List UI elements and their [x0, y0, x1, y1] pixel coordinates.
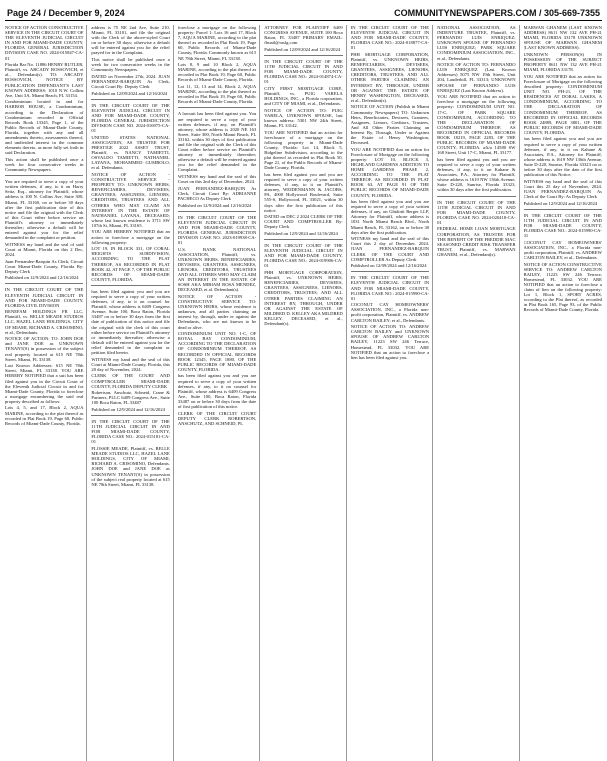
- notice-paragraph: YOU ARE NOTIFIED that an action for foreclosure of a mortgage on the following property in Miami-Dade County, Florida: Lot 14, Block 5, Ridgeline Subdivision, according to the plat thereof as recorded in Plat Book 50, Page 21, of the Public Records of Miami-Dade County, Florida.: [264, 129, 343, 171]
- notice-paragraph: YOU ARE NOTIFIED that an action for Foreclosure of Mortgage on the following described property: CONDOMINIUM UNIT NO. PH-21, OF THE RESIDENCES AT DORAL LAKES, A CONDOMINIUM, ACCORDING TO THE DECLARATION OF CONDOMINIUM THEREOF, AS RECORDED IN OFFICIAL RECORDS BOOK 24889, PAGE 3801, OF THE PUBLIC RECORDS OF MIAMI-DADE COUNTY, FLORIDA.: [523, 73, 602, 135]
- notice-paragraph: Published on 12/9/2024 and 12/16/2024: [91, 406, 165, 412]
- notice-paragraph: This notice shall be published once a week for two consecutive weeks in the Community Newspapers.: [91, 57, 170, 73]
- notice-paragraph: U.S. BANK NATIONAL ASSOCIATION, Plaintiff, vs. UNKNOWN HEIRS, BENEFICIARIES, DEVISEES, GRANTEES, ASSIGNEES, LIENORS, CREDITORS, TRUSTEES AND ALL OTHERS WHO MAY CLAIM AN INTEREST IN THE ESTATE OF SOSH AKA MIRIAM ROSA MENDEZ, DECEASED, et al. Defendant(s).: [177, 246, 257, 293]
- notice-divider: [5, 283, 83, 284]
- notice-paragraph: PHH MORTGAGE CORPORATION, Plaintiff, vs. UNKNOWN HEIRS, BENEFICIARIES, DEVISEES, GRANTEES, ASSIGNEES, LIENORS, CREDITORS, TRUSTEES, AND ALL OTHER PARTIES CLAIMING AN INTEREST BY, THROUGH, UNDER OR AGAINST THE ESTATE OF MILDRED D. KELLEY AKA MILDRED KELLEY, DECEASED, et al., Defendant(s).: [264, 270, 343, 326]
- notice-paragraph: YOU ARE NOTIFIED that an action for Foreclosure of Mortgage on the following property: LOT 10, BLOCK 3, HIGHLAND GARDENS ADDITION TO HOME GARDENS PHASE 2, ACCORDING TO THE PLAT THEREOF, AS RECORDED IN PLAT BOOK 63, AT PAGE 91 OF THE PUBLIC RECORDS OF MIAMI-DADE COUNTY, FLORIDA.: [350, 146, 430, 198]
- legal-notice: [91, 25, 169, 96]
- notice-paragraph: IN THE CIRCUIT COURT OF THE ELEVENTH JUDICIAL CIRCUIT IN AND FOR MIAMI-DADE COUNTY, FLORIDA GENERAL JURISDICTION DIVISION CASE NO. 2024-016975-CA-01: [91, 102, 170, 134]
- notice-paragraph: has been filed against you and you are required to serve a copy of your written defenses, if any, to it on Kahane & Associates, P.A., Attorney for Plaintiff, whose address is 1619 NW 136th Avenue, Suite D-220, Sunrise, Florida 33323, within 30 days after the first publication.: [437, 156, 516, 193]
- legal-notice: [351, 275, 429, 360]
- notice-paragraph: YOU ARE HEREBY NOTIFIED that an action to foreclose a mortgage on the following property:: [91, 229, 170, 245]
- notice-paragraph: WITNESS my hand and the seal of this Court at Miami-Dade County, Florida, this 20 day of November, 2024.: [91, 356, 170, 372]
- notice-paragraph: has been filed against you and you are required to serve a copy of your written defenses, if any, to it on counsel for Plaintiff, whose address is 6409 Congress Avenue, Suite 100, Boca Raton, Florida 33487 on or before 30 days from the first date of publication of this notice and file the original with the clerk of this court either before service on Plaintiff's attorney or immediately thereafter; otherwise a default will be entered against you for the relief demanded in the complaint or petition filed herein.: [91, 288, 170, 356]
- notice-paragraph: IN THE CIRCUIT COURT OF THE ELEVENTH JUDICIAL CIRCUIT IN AND FOR MIAMI-DADE COUNTY, FLORIDA CASE NO.: 2024-019906-CA-01: [264, 243, 343, 269]
- notice-paragraph: Published on 12/9/2024 and 12/16/2024: [177, 202, 252, 208]
- notice-paragraph: IN THE CIRCUIT COURT OF THE ELEVENTH JUDICIAL CIRCUIT IN AND FOR MIAMI-DADE COUNTY, FLORIDA GENERAL JURISDICTION DIVISION CASE NO. 2023-019938-CA-01: [177, 214, 257, 246]
- notice-paragraph: NOTICE OF ACTION TO: ANDREW CARLTON BAILEY and UNKNOWN SPOUSE OF ANDREW CARLTON BAILEY, 11223 SW 246 Terrace, Homestead, FL 33032. YOU ARE NOTIFIED that an action to foreclose a lien has been filed against you.: [350, 324, 430, 360]
- notice-paragraph: DATED on DEC 2 2024 CLERK OF THE COURT AND COMPTROLLER By: Deputy Clerk: [264, 214, 343, 230]
- legal-notice: [437, 25, 515, 193]
- notice-paragraph: Last Known Addresses: 615 NE 78th Street, Miami, FL 33138. YOU ARE HEREBY NOTIFIED that a suit has been filed against you in the Circuit Court of the Eleventh Judicial Circuit in and for Miami-Dade County, Florida to foreclose a mortgage encumbering the said real property described as follows:: [5, 363, 84, 404]
- notice-paragraph: IN THE CIRCUIT COURT OF THE ELEVENTH JUDICIAL CIRCUIT IN AND FOR MIAMI-DADE COUNTY, FLORIDA CASE NO.: 2024-015990-CA-01: [350, 275, 430, 301]
- notice-paragraph: Florida Bar No. 11886 HENRY BUTLER, Plaintiff, vs. ARCADY ROSSOVICH, et al., Defendant(s). TO: ARCADY ROSSOVICH, NOTICE BY PUBLICATION DEFENDANT'S LAST KNOWN ADDRESS: 1010 N.W. Collins Ave, Unit 3A, Miami Beach, FL 33154.: [5, 62, 84, 98]
- notice-paragraph: IN THE CIRCUIT COURT OF THE ELEVENTH JUDICIAL CIRCUIT IN AND FOR MIAMI-DADE COUNTY, FLORIDA CIVIL DIVISION: [5, 287, 84, 308]
- notice-paragraph: Published on 12/09/2024 and 12/16/2024: [91, 90, 168, 96]
- notice-paragraph: Published on 12/09/2024 and 12/16/2024: [264, 46, 341, 52]
- notice-paragraph: IN THE CIRCUIT COURT OF THE 11TH JUDICIAL CIRCUIT IN AND FOR MIAMI-DADE COUNTY, FLORIDA CASE NO.: 2024-015181-CA-01: [91, 419, 170, 445]
- notice-paragraph: Lot 11, 12, 13 and 14, Block 2, AQUA MARINE, according to the plat thereof as recorded in Plat Book 19, Page 60, Public Records of Miami-Dade County, Florida.: [177, 84, 257, 105]
- notice-divider: [5, 175, 83, 176]
- legal-notice: [264, 243, 342, 326]
- masthead: [5, 4, 602, 21]
- notice-paragraph: WITNESS my hand and the seal of this Court this 2 day of December, 2024. JUAN FERNANDEZ-BARQUIN CLERK OF THE COURT AND COMPTROLLER As Deputy Clerk: [350, 236, 430, 262]
- legal-notice: [91, 289, 169, 412]
- notice-paragraph: UNITED STATES NATIONAL ASSOCIATION, AS TRUSTEE FOR PRESTIGE 2022 ASSET TRUST, Plaintiff, vs. NANCY TAMIETTI, OSVALDO TAMIETTI, NATHANIEL LAYANA, MOHAMMED GUMBOLO, et al. Defendants.: [91, 134, 170, 171]
- notice-divider: [524, 209, 602, 210]
- legal-notice: [178, 111, 256, 207]
- legal-notice: [178, 25, 256, 104]
- notice-divider: [91, 415, 169, 416]
- notice-divider: [91, 99, 169, 100]
- notice-paragraph: Juan Fernandez-Barquin As Clerk, Circuit Court Miami-Dade County, Florida By: Deputy Clerk: [5, 258, 84, 274]
- notice-divider: [264, 239, 342, 240]
- notice-paragraph: Lots 8, 9 and 10 Block 2, AQUA MARINE, according to the plat thereof as recorded in Plat Book 19, Page 60, Public Records of Miami-Dade County, Florida.: [177, 62, 257, 83]
- notice-paragraph: IN THE CIRCUIT COURT OF THE ELEVENTH JUDICIAL CIRCUIT IN AND FOR MIAMI-DADE COUNTY, FLORIDA CASE NO.: 2024-018877-CA-01: [350, 25, 430, 51]
- notice-column: [91, 25, 173, 761]
- notice-column: [178, 25, 260, 761]
- notice-paragraph: Condominium located in and for HARBOR HOUSE, a Condominium, according to the Declaration of Condominium recorded in Official Records Book 13345, Page 1, of the Public Records of Miami-Dade County, Florida, together with any and all amendments thereto, assessments thereof, and undivided interest in the common elements thereto, as more fully set forth in said Declaration.: [5, 99, 84, 156]
- notice-paragraph: Published on 12/9/2024 and 12/16/2024: [264, 230, 338, 236]
- notice-paragraph: NOTICE OF ACTION CONSTRUCTIVE SERVICE TO: ANDREW CARLTON BAILEY, 11223 SW 246 Terrace, Homestead, FL 33032. YOU ARE NOTIFIED that an action to foreclose a claim of lien on the following property: Lot 1, Block 1, SPORT ACRES, according to the Plat thereof, as recorded in Plat Book 165, Page 93, of the Public Records of Miami-Dade County, Florida.: [523, 261, 602, 313]
- notice-paragraph: NOTICE OF ACTION TO: FERNANDO LUIS ENRIQUEZ (Last Known Addresses) 5075 NW 19th Street, Unit 204, Lauderhill, FL 33313; UNKNOWN SPOUSE OF FERNANDO LUIS ENRIQUEZ (Last Known Address).: [437, 62, 516, 93]
- notice-paragraph: FEDERAL HOME LOAN MORTGAGE CORPORATION, AS TRUSTEE FOR THE BENEFIT OF THE FREDDIE MAC SEASONED CREDIT RISK TRANSFER TRUST, Plaintiff, vs. MARWAN GHANEM, et al., Defendant(s).: [437, 226, 516, 257]
- notice-paragraph: A lawsuit has been filed against you. You are required to serve a copy of your written defenses, if any, on Plaintiff's attorney, whose address is 2020 NE 163 Street, Suite 300, North Miami Beach, FL 33162, within 30 days of first publication and file the original with the Clerk of this Court either before service on Plaintiff's attorney or immediately thereafter; otherwise a default will be entered against you for the relief demanded in the Complaint.: [177, 111, 257, 173]
- notice-divider: [178, 211, 256, 212]
- notice-paragraph: YOU ARE NOTIFIED that an action to foreclose a mortgage on the following property: CONDOMINIUM UNIT NO. 17-C, OF PARK SQUARE CONDOMINIUM, ACCORDING TO THE DECLARATION OF CONDOMINIUM THEREOF, AS RECORDED IN OFFICIAL RECORDS BOOK 18219, PAGE 2283, OF THE PUBLIC RECORDS OF MIAMI-DADE COUNTY, FLORIDA. a/k/a 14580 SW 168 Street, Unit 17-C, Miami, FL 33177.: [437, 94, 516, 156]
- notice-paragraph: You are required to serve a copy of your written defenses, if any, to it on Harry Seitz, Esq., attorney for Plaintiff, whose address is 100 N. Collins Ave, Suite 300, Miami, FL 33160, on or before 30 days after the first publication date of this notice and file the original with the Clerk of this Court either before service on Plaintiff's attorney or immediately thereafter; otherwise a default will be entered against you for the relief demanded in the complaint or petition.: [5, 179, 84, 241]
- notice-paragraph: NOTICE OF ACTION (Publish in Miami Community Newspapers) TO: Unknown Heirs, Beneficiaries, Devisees, Grantees, Assignees, Lienors, Creditors, Trustees, And All Other Parties Claiming an Interest By, Through, Under or Against the Estate of Henry Washington, Deceased.: [350, 104, 430, 146]
- notice-column: [264, 25, 346, 761]
- notice-paragraph: CITY FIRST MORTGAGE CORP., Plaintiff, vs. PUIG VARELA HOLDINGS, INC., a Florida corporation, and CITY OF MIAMI, et al., Defendants.: [264, 85, 343, 107]
- notice-paragraph: CLERK OF THE COURT AND COMPTROLLER MIAMI-DADE COUNTY, FLORIDA DEPUTY CLERK: [91, 373, 170, 389]
- notice-paragraph: NATIONAL ASSOCIATION, AS INDENTURE TRUSTEE, Plaintiff, vs. FERNANDO LUIS ENRIQUEZ; UNKNOWN SPOUSE OF FERNANDO LUIS ENRIQUEZ; PARK SQUARE CONDOMINIUM ASSOCIATION, INC., et al., Defendants.: [437, 25, 516, 61]
- legal-notice: [264, 59, 342, 236]
- notice-paragraph: IN THE CIRCUIT COURT OF THE 11TH JUDICIAL CIRCUIT IN AND FOR MIAMI-DADE COUNTY, FLORIDA CASE NO.: 2024-014874-CA-01: [264, 58, 343, 85]
- notice-paragraph: CLERK OF THE CIRCUIT COURT DEPUTY CLERK ROBERTSON, ANSCHUTZ, AND SCHNEID, PL: [177, 410, 257, 426]
- notice-paragraph: has been filed against you and you are required to serve a copy of your written defenses, if any, to it on Kahane & Associates, P.A., Attorney for Plaintiff, whose address is 1619 NW 136th Avenue, Suite D-220, Sunrise, Florida 33323 on or before 30 days after the date of the first publication of this Notice.: [523, 136, 602, 178]
- notice-paragraph: has been filed against you and you are required to serve a copy of your written defenses, if any, on Ghidotti Berger LLP, Attorney for Plaintiff, whose address is 1031 North Miami Beach Blvd., North Miami Beach, FL 33162, on or before 30 days after the first publication.: [350, 199, 430, 235]
- notice-paragraph: Published on 12/9/2024 and 12/16/2024: [5, 275, 79, 281]
- notice-paragraph: foreclose a mortgage on the following property: Parcel 1: Lots 16 and 17, Block 7, AQUA MARINE, according to the plat thereof as recorded in Plat Book 19, Page 60, Public Records of Miami-Dade County, Florida. Commonly known as 615 NE 78th Street, Miami, FL 33138.: [177, 25, 257, 61]
- notice-paragraph: Lots 4, 5, and 17, Block 2, AQUA MARINE, according to the plat thereof as recorded in Plat Book 19, Page 60, Public Records of Miami-Dade County, Florida.: [5, 405, 84, 426]
- notice-paragraph: MARWAN GHANEM (LAST KNOWN ADDRESS) 8611 NW 132 AVE PH-21 MIAMI, FLORIDA 33178 UNKNOWN SPOUSE OF MARWAN GHANEM (LAST KNOWN ADDRESS).: [523, 25, 602, 51]
- notice-paragraph: IN THE CIRCUIT COURT OF THE 11TH JUDICIAL CIRCUIT IN AND FOR MIAMI-DADE COUNTY, FLORIDA CASE NO. 2024-020418-CA-01: [437, 199, 516, 225]
- legal-notice: [91, 103, 169, 282]
- notice-paragraph: NOTICE OF ACTION: TO: JOHN DOE and JANE DOE as UNKNOWN TENANT(S) in possession of the subject real property located at 615 NE 78th Street, Miami, FL 33138.: [5, 336, 84, 362]
- notice-paragraph: NOTICE OF ACTION - CONSTRUCTIVE SERVICE - PROPERTY TO: UNKNOWN HEIRS, BENEFICIARIES, DEVISEES, GRANTEES, ASSIGNEES, LIENORS, CREDITORS, TRUSTEES AND ALL OTHERS WHO MAY CLAIM AN INTEREST IN THE ESTATE OF NATHANIEL LAYANA, DECEASED; whose last known residence is 3711 SW 107th St, Miami, FL 33165.: [91, 171, 170, 228]
- notice-paragraph: NOTICE OF ACTION TO: PUIG VARELA, UNKNOWN SPOUSE, last known address: 5301 NW 24th Street, Miami, FL 33142.: [264, 107, 343, 129]
- legal-notice: [5, 25, 83, 172]
- notice-column: [437, 25, 519, 761]
- notice-paragraph: WITNESS my hand and the seal of this Court on this 2nd day of December, 2024.: [177, 174, 257, 185]
- legal-notice: [437, 200, 515, 258]
- notice-paragraph: Published on 12/09/2024 and 12/16/2024: [350, 263, 427, 269]
- notice-divider: [91, 285, 169, 286]
- page-date-label: Page 24 / December 9, 2024: [7, 8, 125, 18]
- notice-divider: [437, 196, 515, 197]
- legal-notice: [351, 25, 429, 268]
- legal-notice: [5, 179, 83, 280]
- notice-paragraph: PHH MORTGAGE CORPORATION, Plaintiff, vs. UNKNOWN HEIRS, BENEFICIARIES, DEVISEES, GRANTEES, ASSIGNEES, LIENORS, CREDITORS, TRUSTEES, AND ALL OTHER PARTIES CLAIMING AN INTEREST BY, THROUGH, UNDER OR AGAINST THE ESTATE OF HENRY WASHINGTON, DECEASED, et al., Defendant(s).: [350, 51, 430, 103]
- notice-paragraph: NOTICE OF ACTION - CONSTRUCTIVE SERVICE TO: UNKNOWN HEIRS, whose residence is unknown, and all parties claiming an interest by, through, under or against the Defendants, who are not known to be dead or alive.: [177, 294, 257, 330]
- legal-notice: [5, 287, 83, 425]
- notice-paragraph: BENEFAM HOLDINGS FR LLC, Plaintiff, vs. BELLE MEADE STUDIOS LLC, HAZEL LANE HOLDINGS, CITY OF MIAMI, RICHARD A. CRISOMINO, et al., Defendants.: [5, 309, 84, 335]
- notice-paragraph: WITNESS my hand and the seal of said Court at Miami, Florida on this 2 Dec, 2024.: [5, 241, 84, 257]
- notice-paragraph: has been filed against you and you are required to serve a copy of your written defenses, if any, to it on counsel for Plaintiff, whose address is 6409 Congress Ave., Suite 100, Boca Raton, Florida 33487 on or before 30 days from the date of first publication of this notice.: [177, 373, 257, 409]
- notice-paragraph: CONDOMINIUM UNIT NO. 1-C, OF ROYAL BAY CONDOMINIUM, ACCORDING TO THE DECLARATION OF CONDOMINIUM THEREOF, AS RECORDED IN OFFICIAL RECORDS BOOK 12345, PAGE 1880, OF THE PUBLIC RECORDS OF MIAMI-DADE COUNTY, FLORIDA.: [177, 331, 257, 372]
- notice-paragraph: COCONUT CAY HOMEOWNERS' ASSOCIATION, INC., a Florida non-profit corporation, Plaintiff, vs. ANDREW CARLTON BAILEY; et al., Defendants.: [350, 302, 430, 323]
- notice-column: [351, 25, 433, 761]
- notice-paragraph: UNKNOWN PERSON(S) IN POSSESSION OF THE SUBJECT PROPERTY 8611 NW 132 AVE PH-21 MIAMI, FLORIDA 33178.: [523, 51, 602, 73]
- legal-notice: [178, 215, 256, 426]
- notice-paragraph: JUAN FERNANDEZ-BARQUIN As Clerk, Circuit Court By: ADRIANNE PACHECO As Deputy Clerk: [177, 185, 257, 201]
- legal-notice-columns: [5, 25, 602, 761]
- notice-paragraph: has been filed against you and you are required to serve a copy of your written defenses, if any, to it on Plaintiff's attorney, WEIDENMANN & JACOBS, PA, 4000 Hollywood Boulevard, Suite 555-S, Hollywood, FL 33021, within 30 days after the first publication of this notice.: [264, 171, 343, 213]
- notice-divider: [264, 55, 342, 56]
- notice-paragraph: IN THE CIRCUIT COURT OF THE 11TH JUDICIAL CIRCUIT IN AND FOR MIAMI-DADE COUNTY, FLORIDA CASE NO.: 2024-015990-CA-01: [523, 212, 602, 239]
- notice-paragraph: COCONUT CAY HOMEOWNERS' ASSOCIATION, INC., a Florida non-profit corporation, Plaintiff, vs. ANDREW CARLTON BAILEY, et al., Defendants.: [523, 239, 602, 260]
- legal-notice: [524, 213, 602, 313]
- site-phone-label: COMMUNITYNEWSPAPERS.COM / 305-669-7355: [394, 8, 600, 18]
- notice-divider: [178, 107, 256, 108]
- legal-notice: [91, 419, 169, 487]
- notice-paragraph: DATED on November 27th, 2024. JUAN FERNANDEZ-BARQUIN As Clerk, Circuit Court By: Deputy Clerk: [91, 73, 170, 90]
- legal-notice: [264, 25, 342, 52]
- notice-divider: [351, 271, 429, 272]
- notice-paragraph: NOTICE OF ACTION CONSTRUCTIVE SERVICE IN THE CIRCUIT COURT OF THE ELEVENTH JUDICIAL CIRCUIT IN AND FOR MIAMI-DADE COUNTY, FLORIDA GENERAL JURISDICTION DIVISION CASE NO. 2024-015847-CA-01: [5, 25, 84, 61]
- notice-paragraph: This action shall be published once a week for four consecutive weeks in Community Newspapers.: [5, 156, 84, 173]
- notice-paragraph: WITNESS my hand and the seal of this Court this 25 day of November, 2024. JUAN FERNANDEZ-BARQUIN As Clerk of the Court By: As Deputy Clerk: [523, 178, 602, 199]
- notice-paragraph: Robertson, Anschutz, Schneid, Crane & Partners, PLLC 6409 Congress Ave., Suite 100 Boca Raton, FL 33487: [91, 390, 170, 406]
- notice-paragraph: FLOSSIE MEADE, Plaintiff, vs. BELLE MEADE STUDIOS LLC, HAZEL LANE HOLDINGS, CITY OF MIAMI, RICHARD A. CRISOMINO, Defendants. JOHN DOE and JANE DOE as UNKNOWN TENANT(S) in possession of the subject real property located at 615 NE 78th Street, Miami, FL 33138.: [91, 446, 170, 487]
- notice-paragraph: LOT 19, IN BLOCK 331, OF CORAL HEIGHTS SUBDIVISION, ACCORDING TO THE PLAT THEREOF, AS RECORDED IN PLAT BOOK 42, AT PAGE 7, OF THE PUBLIC RECORDS OF MIAMI-DADE COUNTY, FLORIDA.: [91, 246, 170, 282]
- legal-notice: [524, 25, 602, 206]
- notice-paragraph: ATTORNEY FOR PLAINTIFF 6409 CONGRESS AVENUE, SUITE 100 Boca Raton, FL 33487 PRIMARY EMAIL: flmail@raslg.com: [264, 25, 343, 46]
- notice-column: [5, 25, 87, 761]
- notice-paragraph: Published on 12/9/2024 and 12/16/2024: [523, 200, 598, 206]
- notice-paragraph: address is 75 NE 2nd Ave, Suite 210, Miami, FL 33101, and file the original with the Clerk of the above-styled Court on or before 30 days; otherwise a default will be entered against you for the relief prayed for in the Complaint.: [91, 25, 170, 56]
- notice-column: [524, 25, 602, 761]
